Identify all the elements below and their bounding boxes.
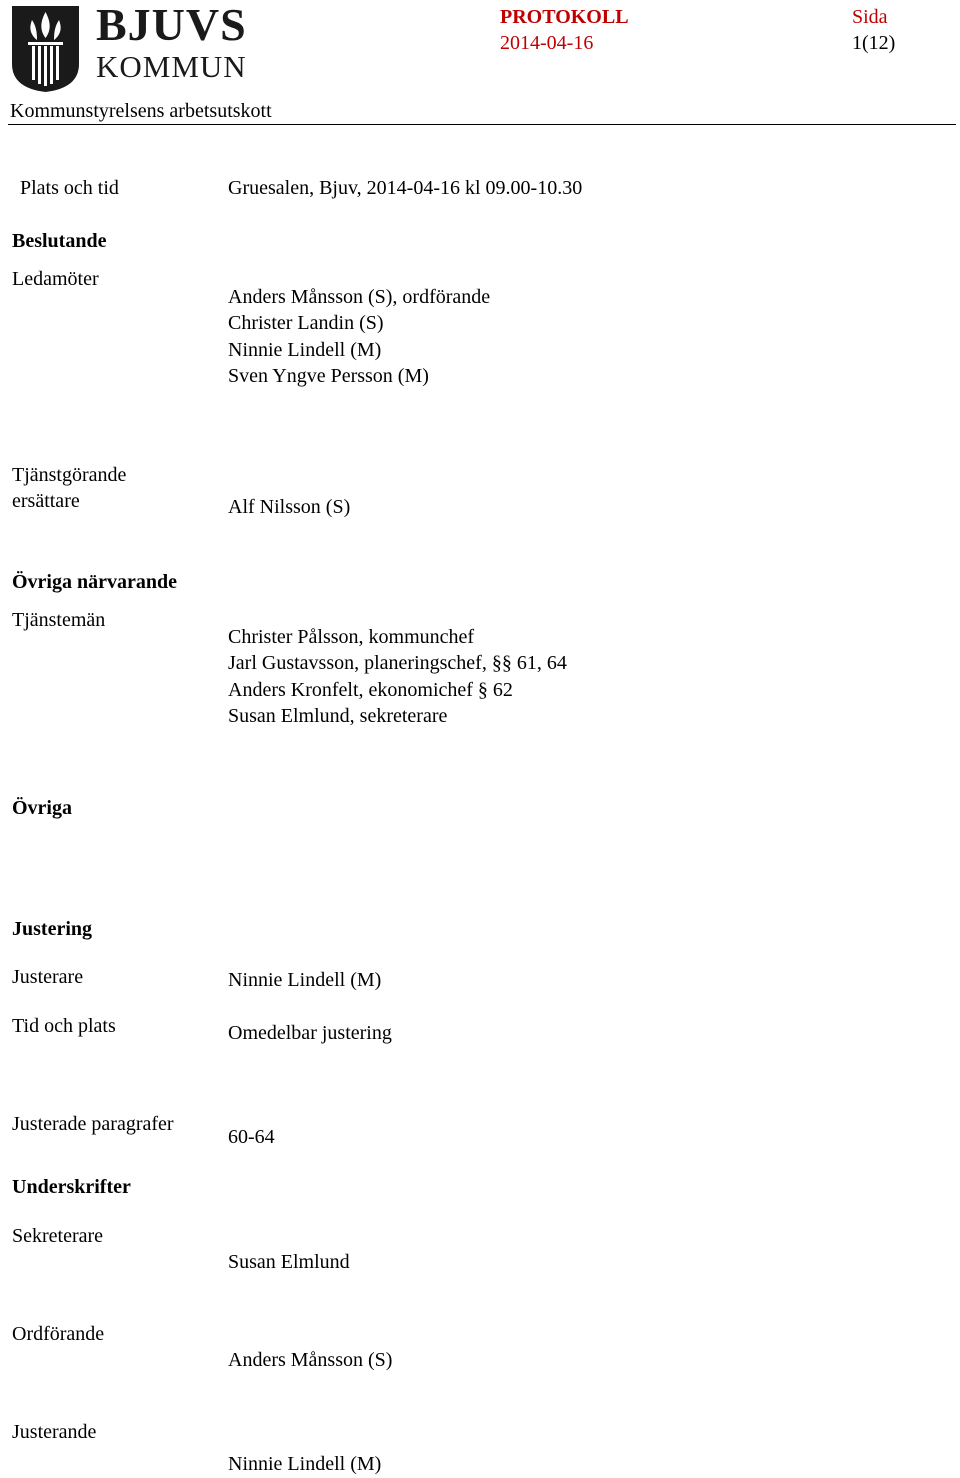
time-place-value: Omedelbar justering	[228, 1022, 392, 1044]
header-divider	[8, 124, 956, 125]
adjustment-heading: Justering	[12, 918, 92, 940]
doc-date: 2014-04-16	[500, 32, 594, 54]
place-label: Plats och tid	[20, 177, 119, 199]
page-label: Sida	[852, 6, 888, 28]
secretary-signature: Susan Elmlund	[228, 1251, 350, 1273]
page-number: 1(12)	[852, 32, 896, 54]
time-place-label: Tid och plats	[12, 1015, 116, 1037]
chair-signature: Anders Månsson (S)	[228, 1349, 393, 1371]
member-item: Sven Yngve Persson (M)	[228, 364, 429, 387]
logo-word-bjuvs: BJUVS	[96, 0, 247, 50]
place-value: Gruesalen, Bjuv, 2014-04-16 kl 09.00-10.30	[228, 177, 583, 199]
chair-label: Ordförande	[12, 1323, 105, 1345]
paragraphs-label: Justerade paragrafer	[12, 1113, 174, 1135]
adjuster-label: Justerare	[12, 966, 84, 988]
officials-label: Tjänstemän	[12, 609, 106, 631]
member-item: Anders Månsson (S), ordförande	[228, 286, 491, 308]
doc-type: PROTOKOLL	[500, 6, 629, 28]
municipality-logo	[8, 2, 248, 94]
official-item: Susan Elmlund, sekreterare	[228, 704, 448, 727]
committee-name: Kommunstyrelsens arbetsutskott	[10, 100, 272, 122]
substitute-label-line1: Tjänstgörande	[12, 464, 127, 486]
decision-makers-heading: Beslutande	[12, 230, 107, 252]
official-item: Anders Kronfelt, ekonomichef § 62	[228, 678, 513, 701]
signing-adjuster-signature: Ninnie Lindell (M)	[228, 1453, 382, 1475]
member-item: Ninnie Lindell (M)	[228, 338, 382, 361]
officials-list	[228, 624, 567, 729]
signing-adjuster-label: Justerande	[12, 1421, 97, 1443]
secretary-label: Sekreterare	[12, 1225, 104, 1247]
members-list	[228, 284, 490, 389]
official-item: Christer Pålsson, kommunchef	[228, 626, 475, 648]
others-heading: Övriga	[12, 797, 72, 819]
substitute-label-line2: ersättare	[12, 490, 80, 512]
member-item: Christer Landin (S)	[228, 312, 384, 335]
logo-word-kommun: KOMMUN	[96, 49, 247, 84]
official-item: Jarl Gustavsson, planeringschef, §§ 61, 64	[228, 652, 567, 675]
substitute-value: Alf Nilsson (S)	[228, 496, 351, 518]
adjuster-value: Ninnie Lindell (M)	[228, 969, 382, 991]
members-label: Ledamöter	[12, 268, 99, 290]
signatures-heading: Underskrifter	[12, 1176, 131, 1198]
torch-emblem-icon	[8, 2, 83, 94]
others-present-heading: Övriga närvarande	[12, 571, 177, 593]
paragraphs-value: 60-64	[228, 1126, 275, 1148]
